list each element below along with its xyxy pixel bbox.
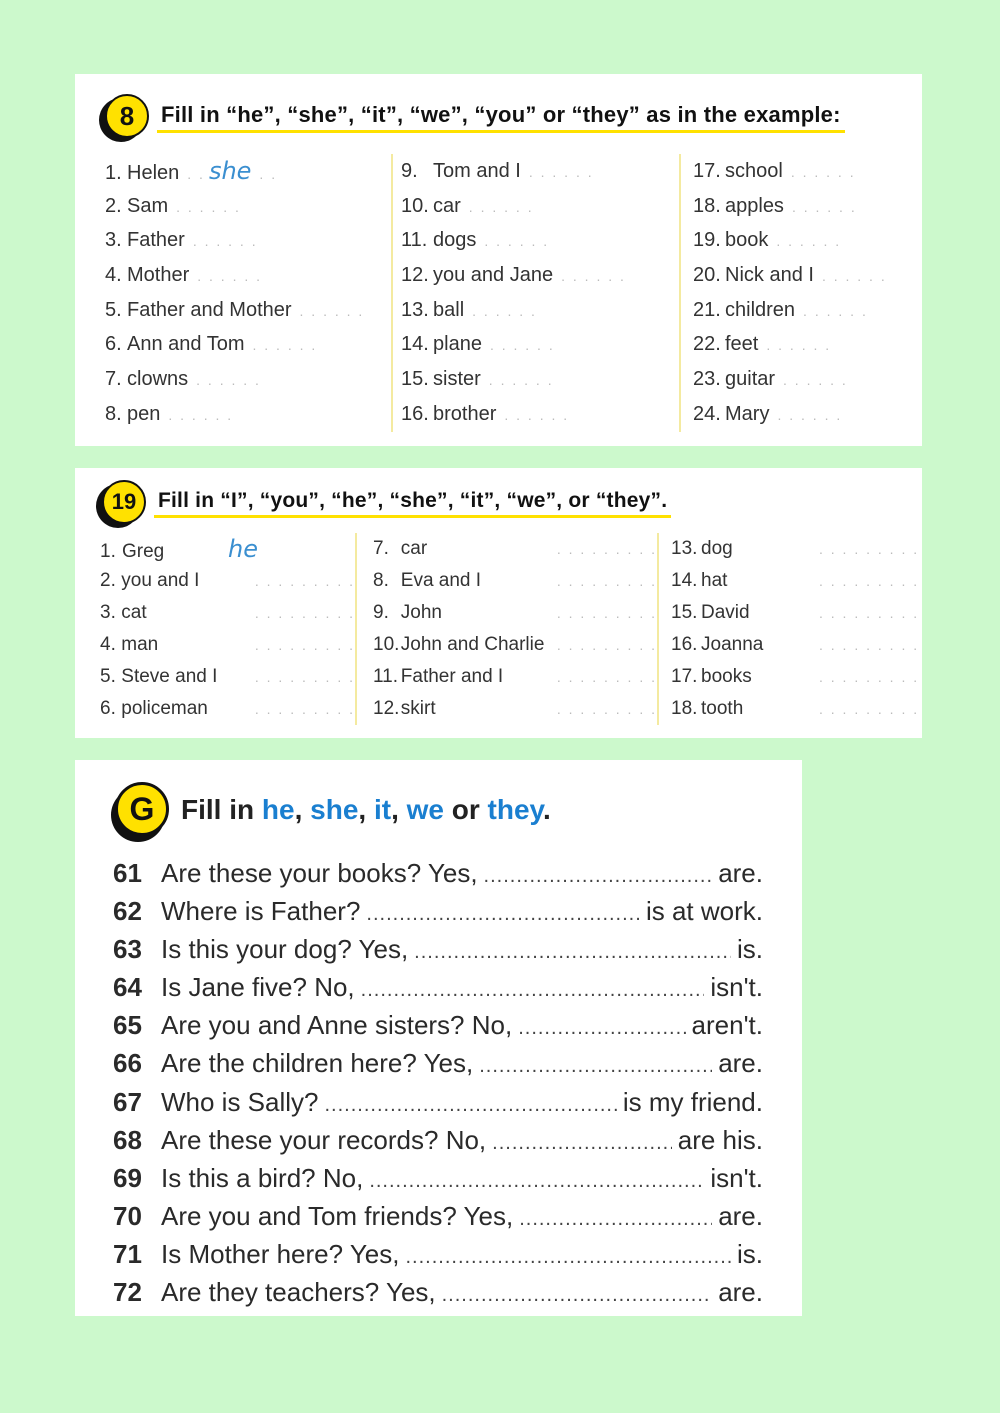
answer-blank[interactable]: . . . . . .: [504, 406, 570, 423]
list-item: 18. tooth . . . . . . . . .: [659, 693, 947, 725]
list-item: 14. plane . . . . . .: [393, 327, 679, 362]
exercise-8-instructions: Fill in “he”, “she”, “it”, “we”, “you” or “they” as in the example:: [157, 102, 845, 133]
list-item: 19. book . . . . . .: [681, 223, 967, 258]
answer-blank[interactable]: . . . . . .: [252, 337, 318, 354]
answer-blank[interactable]: [369, 1162, 704, 1200]
example-answer: she: [208, 157, 252, 185]
exercise-8-panel: [75, 74, 922, 446]
exercise-8-column-1: [105, 154, 391, 432]
answer-blank[interactable]: . . . . . .: [484, 233, 550, 250]
answer-blank[interactable]: . . . . . . . . .: [254, 605, 355, 621]
answer-blank[interactable]: . . . . . . . . .: [556, 669, 657, 685]
sentence-item: 61 Are these your books? Yes, ..... are.: [113, 854, 763, 892]
list-item: 23. guitar . . . . . .: [681, 362, 967, 397]
list-item: 1. Greg he: [100, 533, 355, 565]
answer-blank[interactable]: . . . . . .: [168, 406, 234, 423]
answer-blank[interactable]: . . . . . . . . .: [556, 637, 657, 653]
answer-blank[interactable]: . . . . . . . . .: [254, 573, 355, 589]
answer-blank[interactable]: . . . . . .: [803, 302, 868, 319]
sentence-item: 65 Are you and Anne sisters? No, ..... aren't.: [113, 1006, 763, 1044]
sentence-item: 70 Are you and Tom friends? Yes, ..... are.: [113, 1197, 763, 1235]
answer-blank[interactable]: [414, 933, 731, 971]
sentence-item: 62 Where is Father? ..... is at work.: [113, 892, 763, 930]
answer-blank[interactable]: . . . . . . . . .: [556, 541, 657, 557]
list-item: 11. dogs . . . . . .: [393, 223, 679, 258]
list-item: 16. Joanna . . . . . . . . .: [659, 629, 947, 661]
exercise-8-column-3: [679, 154, 967, 432]
list-item: 21. children . . . . . .: [681, 293, 967, 328]
answer-blank[interactable]: [325, 1086, 617, 1124]
sentence-item: 67 Who is Sally? ..... is my friend.: [113, 1083, 763, 1121]
list-item: 8. Eva and I . . . . . . . . .: [357, 565, 657, 597]
exercise-19-panel: [75, 468, 922, 738]
answer-blank[interactable]: . . . . . .: [766, 337, 832, 354]
answer-blank[interactable]: [518, 1009, 685, 1047]
sentence-item: 71 Is Mother here? Yes, ..... is.: [113, 1235, 763, 1273]
list-item: 14. hat . . . . . . . . .: [659, 565, 947, 597]
answer-blank[interactable]: [366, 895, 640, 933]
sentence-item: 64 Is Jane five? No, ..... isn't.: [113, 968, 763, 1006]
answer-blank[interactable]: . . . . . .: [488, 372, 554, 389]
answer-blank[interactable]: . . . . . . . . .: [254, 637, 355, 653]
sentence-item: 72 Are they teachers? Yes, ..... are.: [113, 1273, 763, 1311]
list-item: 5. Steve and I . . . . . . . . .: [100, 661, 355, 693]
exercise-g-panel: [75, 760, 802, 1316]
answer-blank[interactable]: . . . . . . . . .: [819, 605, 920, 621]
answer-blank[interactable]: . . . . . .: [197, 268, 263, 285]
list-item: 24. Mary . . . . . .: [681, 397, 967, 432]
list-item: 2. you and I . . . . . . . . .: [100, 565, 355, 597]
answer-blank[interactable]: . . . . . .: [791, 198, 857, 215]
list-item: 3. cat . . . . . . . . .: [100, 597, 355, 629]
list-item: 12. skirt . . . . . . . . .: [357, 693, 657, 725]
list-item: 1. Helen . . she . .: [105, 154, 391, 189]
exercise-19-column-3: [657, 533, 947, 725]
list-item: 4. Mother . . . . . .: [105, 258, 391, 293]
answer-blank[interactable]: . . . . . . . . .: [819, 669, 920, 685]
list-item: 5. Father and Mother . . . . . .: [105, 293, 391, 328]
list-item: 6. policeman . . . . . . . . .: [100, 693, 355, 725]
answer-blank[interactable]: . . . . . .: [299, 302, 365, 319]
exercise-number-badge: 8: [103, 94, 149, 140]
exercise-8-header: [103, 94, 845, 140]
answer-blank[interactable]: . . . . . . . . .: [819, 541, 920, 557]
answer-blank[interactable]: . . . . . .: [783, 372, 848, 389]
list-item: 12. you and Jane . . . . . .: [393, 258, 679, 293]
answer-blank[interactable]: . . . . . . . . .: [819, 573, 920, 589]
list-item: 4. man . . . . . . . . .: [100, 629, 355, 661]
list-item: 9. John . . . . . . . . .: [357, 597, 657, 629]
answer-blank[interactable]: . . . . . .: [176, 198, 241, 215]
list-item: 16. brother . . . . . .: [393, 397, 679, 432]
exercise-g-header: [113, 782, 551, 838]
sentence-item: 63 Is this your dog? Yes, ..... is.: [113, 930, 763, 968]
exercise-8-column-2: [391, 154, 679, 432]
exercise-19-header: [100, 480, 671, 526]
list-item: 7. clowns . . . . . .: [105, 362, 391, 397]
answer-blank[interactable]: [442, 1276, 713, 1314]
list-item: 10. car . . . . . .: [393, 189, 679, 224]
answer-blank[interactable]: . . . . . .: [489, 337, 555, 354]
exercise-19-instructions: Fill in “I”, “you”, “he”, “she”, “it”, “we”, or “they”.: [154, 489, 671, 518]
exercise-letter-badge: G: [113, 782, 169, 838]
sentence-item: 66 Are the children here? Yes, ..... are.: [113, 1044, 763, 1082]
example-answer: he: [228, 535, 258, 563]
exercise-8-columns: [105, 154, 967, 432]
list-item: 22. feet . . . . . .: [681, 327, 967, 362]
list-item: 2. Sam . . . . . .: [105, 189, 391, 224]
answer-blank[interactable]: . . . . . . . . .: [556, 701, 657, 717]
answer-blank[interactable]: . . . . . .: [790, 164, 856, 180]
answer-blank[interactable]: [479, 1047, 712, 1085]
answer-blank[interactable]: . . . . . .: [192, 233, 258, 250]
sentence-item: 69 Is this a bird? No, ..... isn't.: [113, 1159, 763, 1197]
exercise-number-badge: 19: [100, 480, 146, 526]
list-item: 13. dog . . . . . . . . .: [659, 533, 947, 565]
answer-blank[interactable]: . . . . . . . . .: [556, 605, 657, 621]
exercise-19-column-2: [355, 533, 657, 725]
exercise-g-sentences: [113, 854, 763, 1311]
answer-blank[interactable]: . . . . . . . . .: [254, 669, 355, 685]
answer-blank[interactable]: [405, 1238, 731, 1276]
sentence-item: 68 Are these your records? No, ..... are his.: [113, 1121, 763, 1159]
list-item: 6. Ann and Tom . . . . . .: [105, 327, 391, 362]
answer-blank[interactable]: . . . . . .: [196, 372, 261, 389]
list-item: 11. Father and I . . . . . . . . .: [357, 661, 657, 693]
list-item: 3. Father . . . . . .: [105, 223, 391, 258]
answer-blank[interactable]: . . . . . . . . .: [556, 573, 657, 589]
answer-blank[interactable]: [519, 1200, 712, 1238]
exercise-19-columns: [100, 533, 947, 725]
answer-blank[interactable]: . . . . . .: [468, 198, 534, 215]
list-item: 10. John and Charlie . . . . . . . . .: [357, 629, 657, 661]
list-item: 20. Nick and I . . . . . .: [681, 258, 967, 293]
list-item: 13. ball . . . . . .: [393, 293, 679, 328]
answer-blank[interactable]: . . . . . .: [528, 164, 594, 180]
answer-blank[interactable]: [484, 857, 713, 895]
answer-blank[interactable]: . . . . . .: [821, 268, 887, 285]
list-item: 17. books . . . . . . . . .: [659, 661, 947, 693]
answer-blank[interactable]: . . . . . .: [472, 302, 537, 319]
answer-blank[interactable]: . . . . . . . . .: [254, 701, 355, 717]
answer-blank[interactable]: . . . . . .: [777, 406, 843, 423]
exercise-19-column-1: [100, 533, 355, 725]
list-item: 9. Tom and I . . . . . .: [393, 154, 679, 189]
list-item: 15. David . . . . . . . . .: [659, 597, 947, 629]
answer-blank[interactable]: [361, 971, 705, 1009]
list-item: 18. apples . . . . . .: [681, 189, 967, 224]
answer-blank[interactable]: . . . . . . . . .: [819, 637, 920, 653]
answer-blank[interactable]: . . . . . .: [776, 233, 842, 250]
answer-blank[interactable]: . . . . . . . . .: [819, 701, 920, 717]
list-item: 17. school . . . . . .: [681, 154, 967, 189]
list-item: 15. sister . . . . . .: [393, 362, 679, 397]
answer-blank[interactable]: [492, 1124, 672, 1162]
answer-blank[interactable]: . . . . . .: [561, 268, 626, 285]
list-item: 8. pen . . . . . .: [105, 397, 391, 432]
list-item: 7. car . . . . . . . . .: [357, 533, 657, 565]
exercise-g-instructions: Fill in he, she, it, we or they.: [181, 794, 551, 825]
